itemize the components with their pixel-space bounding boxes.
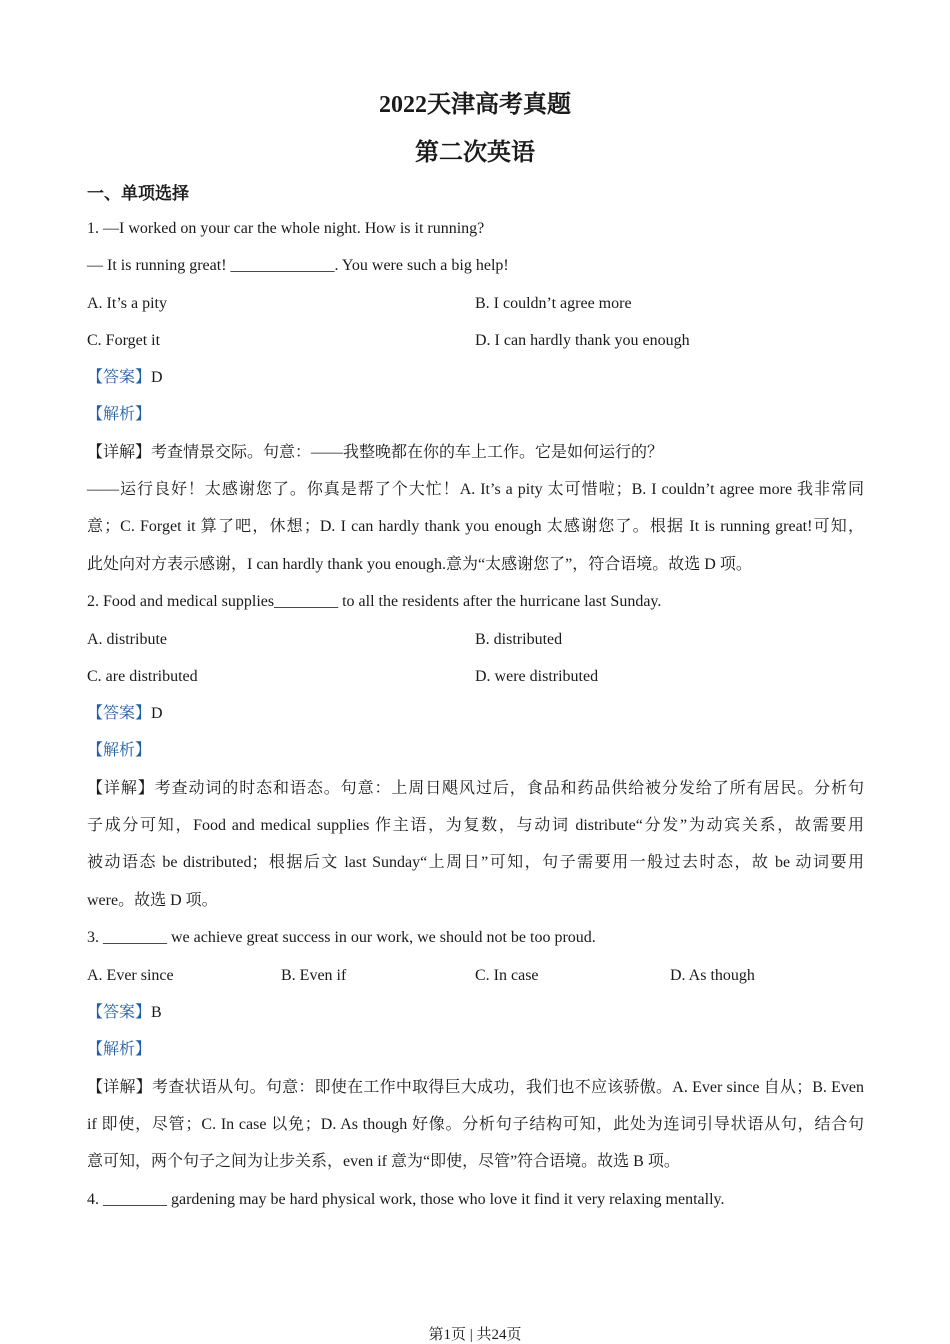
q3-detail-line3: 意可知，两个句子之间为让步关系，even if 意为“即使，尽管”符合语境。故选 B 项。 (87, 1153, 680, 1170)
q2-stem: 2. Food and medical supplies________ to all the residents after the hurricane last Sunday. (87, 593, 662, 610)
document-subtitle: 第二次英语 (415, 140, 535, 166)
q1-answer-label: 【答案】 (87, 369, 152, 386)
q3-option-a: A. Ever since (87, 967, 174, 984)
q3-stem: 3. ________ we achieve great success in our work, we should not be too proud. (87, 929, 596, 946)
q3-answer-label: 【答案】 (87, 1004, 152, 1021)
section-heading: 一、单项选择 (87, 184, 189, 203)
q2-detail-line2: 子成分可知，Food and medical supplies 作主语，为复数，与动词 distribute“分发”为动宾关系，故需要用 (87, 817, 864, 834)
q1-option-a: A. It’s a pity (87, 295, 167, 312)
q3-option-c: C. In case (475, 967, 539, 984)
q3-analysis-label: 【解析】 (87, 1041, 152, 1058)
q4-stem: 4. ________ gardening may be hard physical work, those who love it find it very relaxing mentally. (87, 1191, 725, 1208)
q2-option-a: A. distribute (87, 631, 167, 648)
q2-analysis-label: 【解析】 (87, 742, 152, 759)
q1-option-b: B. I couldn’t agree more (475, 295, 632, 312)
q2-detail-line3: 被动语态 be distributed；根据后文 last Sunday“上周日”可知，句子需要用一般过去时态，故 be 动词要用 (87, 854, 864, 871)
q3-answer (87, 1003, 162, 1023)
q1-stem-line1: 1. —I worked on your car the whole night. How is it running? (87, 220, 485, 237)
q3-answer-value: B (151, 1004, 162, 1021)
q1-detail-line2: ——运行良好！太感谢您了。你真是帮了个大忙！A. It’s a pity 太可惜啦；B. I couldn’t agree more 我非常同 (87, 481, 864, 498)
q1-detail-line4: 此处向对方表示感谢，I can hardly thank you enough.意为“太感谢您了”，符合语境。故选 D 项。 (87, 556, 752, 573)
q2-answer-value: D (151, 705, 163, 722)
q1-answer-value: D (151, 369, 163, 386)
q1-option-c: C. Forget it (87, 332, 161, 349)
q3-detail-line1: 【详解】考查状语从句。句意：即使在工作中取得巨大成功，我们也不应该骄傲。A. Ever since 自从；B. Even (87, 1079, 864, 1096)
q3-option-d: D. As though (670, 967, 755, 984)
q2-option-b: B. distributed (475, 631, 563, 648)
q1-analysis-label: 【解析】 (87, 406, 152, 423)
q3-option-b: B. Even if (281, 967, 347, 984)
q1-answer (87, 368, 163, 388)
q2-answer (87, 704, 163, 724)
q2-option-c: C. are distributed (87, 668, 198, 685)
q2-answer-label: 【答案】 (87, 705, 152, 722)
q1-detail-line3: 意；C. Forget it 算了吧，休想；D. I can hardly thank you enough 太感谢您了。根据 It is running great!可知， (87, 518, 864, 535)
q2-option-d: D. were distributed (475, 668, 599, 685)
q1-option-d: D. I can hardly thank you enough (475, 332, 690, 349)
q2-detail-line1: 【详解】考查动词的时态和语态。句意：上周日飓风过后，食品和药品供给被分发给了所有居民。分析句 (87, 780, 864, 797)
q3-detail-line2: if 即使，尽管；C. In case 以免；D. As though 好像。分析句子结构可知，此处为连词引导状语从句，结合句 (87, 1116, 864, 1133)
document-title: 2022天津高考真题 (379, 92, 571, 118)
q2-detail-line4: were。故选 D 项。 (87, 892, 218, 909)
q1-stem-line2: — It is running great! _____________. You were such a big help! (87, 257, 509, 274)
page-footer: 第1页 | 共24页 (428, 1327, 522, 1343)
q1-detail-line1: 【详解】考查情景交际。句意：——我整晚都在你的车上工作。它是如何运行的？ (87, 444, 664, 461)
